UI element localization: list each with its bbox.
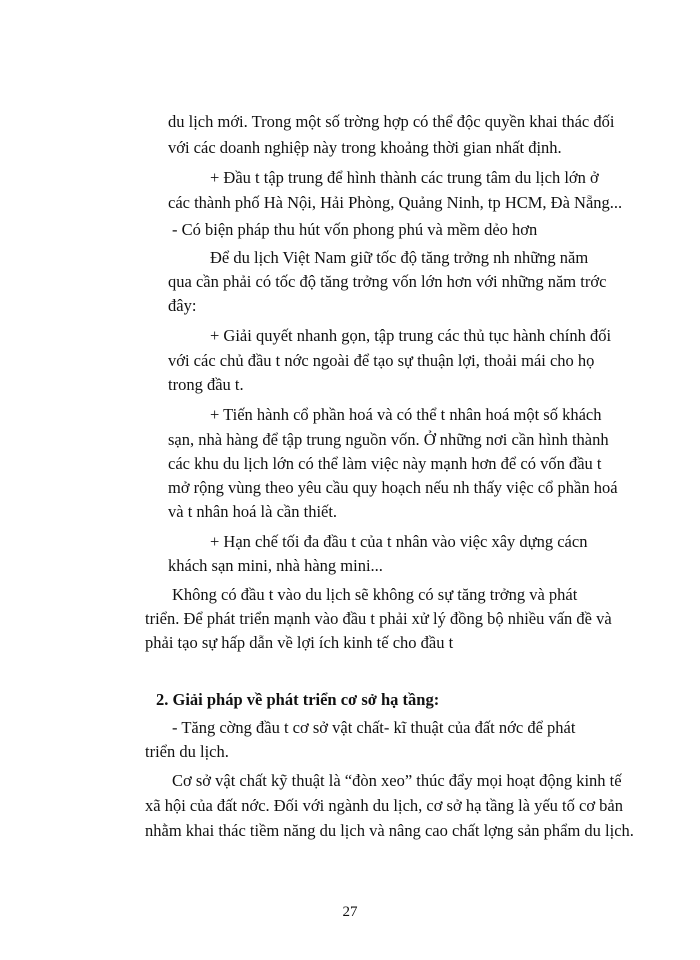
text-line: phải tạo sự hấp dẫn về lợi ích kinh tế cho đầu t xyxy=(145,633,454,652)
text-line: - Có biện pháp thu hút vốn phong phú và mềm dẻo hơn xyxy=(172,220,538,239)
text-line: nhằm khai thác tiềm năng du lịch và nâng cao chất lợng sản phẩm du lịch. xyxy=(145,821,634,840)
text-line: - Tăng cờng đầu t cơ sở vật chất- kĩ thuật của đất nớc để phát xyxy=(172,718,576,737)
page-number: 27 xyxy=(342,904,358,920)
text-line: du lịch mới. Trong một số trờng hợp có thể độc quyền khai thác đối xyxy=(168,112,615,131)
text-line: các khu du lịch lớn có thể làm việc này mạnh hơn để có vốn đầu t xyxy=(168,454,602,473)
text-line: đây: xyxy=(168,296,197,315)
text-line: + Đầu t tập trung để hình thành các trung tâm du lịch lớn ở xyxy=(210,168,599,187)
text-line: qua cần phải có tốc độ tăng trởng vốn lớn hơn với những năm trớc xyxy=(168,272,607,291)
text-line: + Giải quyết nhanh gọn, tập trung các thủ tục hành chính đối xyxy=(210,326,612,345)
text-line: xã hội của đất nớc. Đối với ngành du lịch, cơ sở hạ tầng là yếu tố cơ bản xyxy=(145,796,624,815)
text-line: + Hạn chế tối đa đầu t của t nhân vào việc xây dựng cácn xyxy=(210,532,588,551)
section-heading: 2. Giải pháp về phát triển cơ sở hạ tầng: xyxy=(156,690,440,709)
text-line: với các doanh nghiệp này trong khoảng thời gian nhất định. xyxy=(168,138,562,157)
text-line: Không có đầu t vào du lịch sẽ không có sự tăng trởng và phát xyxy=(172,585,578,604)
text-line: và t nhân hoá là cần thiết. xyxy=(168,502,338,521)
text-line: sạn, nhà hàng để tập trung nguồn vốn. Ở những nơi cần hình thành xyxy=(168,430,609,449)
text-line: các thành phố Hà Nội, Hải Phòng, Quảng Ninh, tp HCM, Đà Nẵng... xyxy=(168,193,623,212)
text-line: triển du lịch. xyxy=(145,742,229,761)
text-line: Để du lịch Việt Nam giữ tốc độ tăng trởng nh những năm xyxy=(210,248,589,267)
text-line: khách sạn mini, nhà hàng mini... xyxy=(168,556,383,575)
text-line: + Tiến hành cổ phần hoá và có thể t nhân hoá một số khách xyxy=(210,405,602,424)
text-line: với các chủ đầu t nớc ngoài để tạo sự thuận lợi, thoải mái cho họ xyxy=(168,351,595,370)
text-line: Cơ sở vật chất kỹ thuật là “đòn xeo” thúc đẩy mọi hoạt động kinh tế xyxy=(172,771,622,790)
text-line: mở rộng vùng theo yêu cầu quy hoạch nếu nh thấy việc cổ phần hoá xyxy=(168,478,618,497)
text-line: triển. Để phát triển mạnh vào đầu t phải xử lý đồng bộ nhiều vấn đề và xyxy=(145,609,612,628)
text-line: trong đầu t. xyxy=(168,375,244,394)
